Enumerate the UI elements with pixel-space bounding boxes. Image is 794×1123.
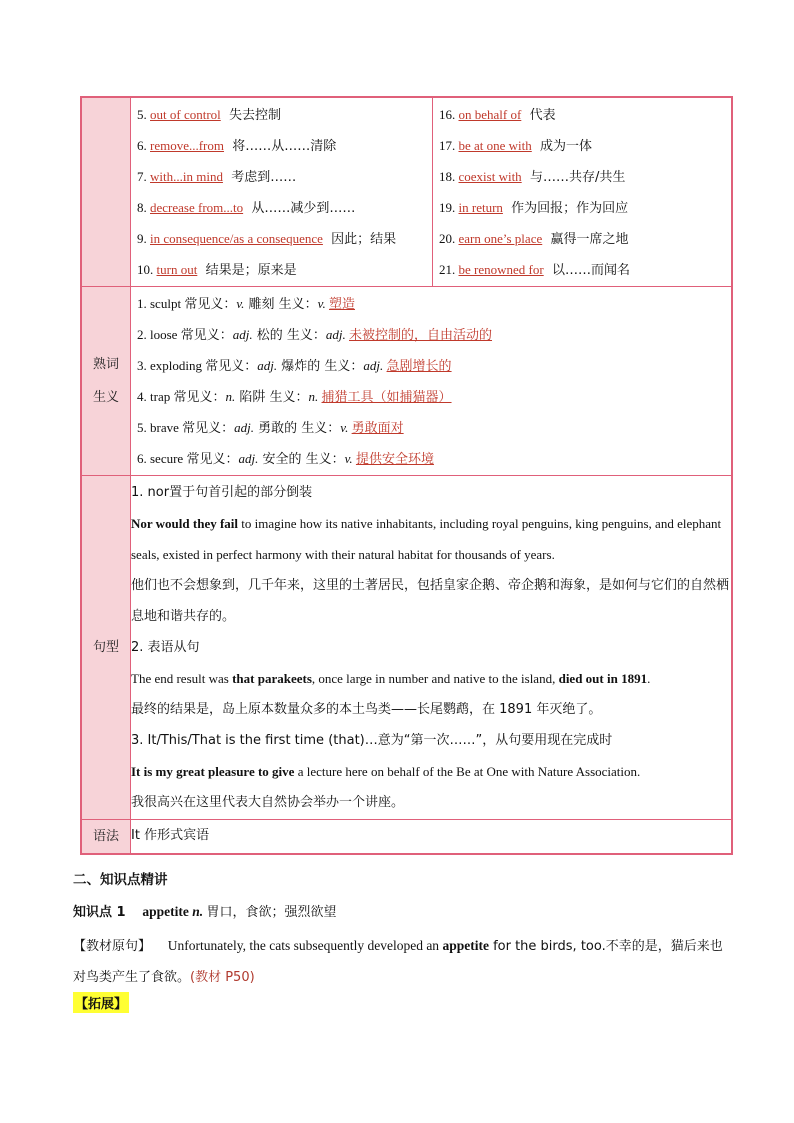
vocab-item xyxy=(131,443,731,474)
vocab-item xyxy=(131,288,731,319)
vocab-label-line1: 熟词 xyxy=(92,357,119,372)
orig-ref: (教材 P50) xyxy=(190,970,255,985)
vocab-text: adj. xyxy=(234,420,255,435)
vocab-text: v. xyxy=(236,296,245,311)
phrase-chinese: 考虑到…… xyxy=(222,170,297,185)
vocab-text: 6. secure xyxy=(137,451,187,466)
vocab-text: 生义： xyxy=(269,390,309,405)
phrase-number: 18. xyxy=(439,169,459,184)
phrase-item xyxy=(433,223,731,254)
phrases-left-col xyxy=(131,97,433,287)
phrase-item xyxy=(433,161,731,192)
section-heading: 二、知识点精讲 xyxy=(73,872,168,888)
vocab-text: 生义： xyxy=(278,297,318,312)
sentence-translation-1: 他们也不会想象到，几千年来，这里的土著居民，包括皇家企鹅、帝企鹅和海象，是如何与它们的自然栖息地和谐共存的。 xyxy=(131,578,730,624)
vocab-text: 常见义： xyxy=(186,452,239,467)
phrase-chinese: 作为回报；作为回应 xyxy=(502,201,629,216)
phrase-english: turn out xyxy=(156,262,198,277)
phrase-number: 20. xyxy=(439,231,459,246)
vocab-text: 1. sculpt xyxy=(137,296,185,311)
phrase-number: 6. xyxy=(137,138,150,153)
phrase-english: remove...from xyxy=(150,138,225,153)
grammar-label: 语法 xyxy=(81,820,131,855)
vocab-text: 常见义： xyxy=(184,297,237,312)
phrase-item xyxy=(131,130,432,161)
vocab-text: 生义： xyxy=(324,359,364,374)
vocab-text: 生义： xyxy=(286,328,326,343)
sentence-example-2-e: . xyxy=(647,671,651,686)
sentence-example-3 xyxy=(131,756,731,787)
sentence-example-3-rest: a lecture here on behalf of the Be at One with Nature Association. xyxy=(294,764,641,779)
sentence-row xyxy=(81,476,732,820)
sentence-title-3: 3. It/This/That is the first time (that)…意为“第一次……”，从句要用现在完成时 xyxy=(131,733,613,748)
orig-a: Unfortunately, the cats subsequently developed an xyxy=(167,938,443,953)
vocab-item xyxy=(131,319,731,350)
orig-b: for the birds, too.不幸的是，猫后来也对鸟类产生了食欲。 xyxy=(73,939,723,985)
sentence-translation-2: 最终的结果是，岛上原本数量众多的本土鸟类——长尾鹦鹉，在 1891 年灭绝了。 xyxy=(131,702,602,717)
phrase-chinese: 因此；结果 xyxy=(322,232,397,247)
phrase-number: 10. xyxy=(137,262,157,277)
phrase-english: be at one with xyxy=(458,138,532,153)
phrase-english: in consequence/as a consequence xyxy=(150,231,323,246)
vocab-text: 常见义： xyxy=(205,359,258,374)
vocab-text: 塑造 xyxy=(328,297,355,312)
phrase-chinese: 失去控制 xyxy=(220,108,282,123)
grammar-text: It 作形式宾语 xyxy=(131,820,733,855)
sentence-example-1 xyxy=(131,508,731,570)
phrase-item xyxy=(433,192,731,223)
phrase-number: 9. xyxy=(137,231,150,246)
sentence-content xyxy=(131,476,733,820)
vocab-text: adj. xyxy=(232,327,253,342)
vocab-text: 安全的 xyxy=(258,452,306,467)
vocab-text: 2. loose xyxy=(137,327,181,342)
vocab-label xyxy=(81,287,131,476)
sentence-label: 句型 xyxy=(81,476,131,820)
sentence-example-2-a: The end result was xyxy=(131,671,233,686)
phrase-chinese: 赢得一席之地 xyxy=(542,232,629,247)
phrase-item xyxy=(433,254,731,285)
sentence-example-1-rest: to imagine how its native inhabitants, including royal penguins, king penguins, and elephant seals, existed in perfect harmony with their natural habitat for thousands of years. xyxy=(131,516,722,562)
vocab-label-line2: 生义 xyxy=(92,390,119,405)
vocab-text: 捕猎工具（如捕猫器） xyxy=(321,390,452,405)
vocab-text: v. xyxy=(344,451,353,466)
sentence-example-2-b: that parakeets xyxy=(232,671,312,686)
phrase-english: earn one’s place xyxy=(458,231,543,246)
phrase-item xyxy=(131,192,432,223)
sentence-example-1-bold: Nor would they fail xyxy=(131,516,239,531)
vocab-text: v. xyxy=(317,296,326,311)
vocab-text: adj. xyxy=(325,327,346,342)
phrase-chinese: 从……减少到…… xyxy=(243,201,356,216)
phrases-label-cell xyxy=(81,97,131,287)
phrase-chinese: 结果是；原来是 xyxy=(197,263,297,278)
phrase-number: 16. xyxy=(439,107,459,122)
summary-table xyxy=(80,96,733,855)
vocab-row xyxy=(81,287,732,476)
vocab-text: 生义： xyxy=(305,452,345,467)
sentence-example-2 xyxy=(131,663,731,694)
vocab-text: 4. trap xyxy=(137,389,174,404)
vocab-text: 勇敢的 xyxy=(254,421,302,436)
vocab-text: 3. exploding xyxy=(137,358,206,373)
vocab-item xyxy=(131,412,731,443)
vocab-text: 爆炸的 xyxy=(277,359,325,374)
phrase-english: be renowned for xyxy=(458,262,544,277)
phrase-number: 19. xyxy=(439,200,459,215)
vocab-text: adj. xyxy=(238,451,259,466)
phrase-item xyxy=(433,99,731,130)
phrase-chinese: 成为一体 xyxy=(531,139,593,154)
vocab-text: 提供安全环境 xyxy=(355,452,434,467)
vocab-text: adj. xyxy=(363,358,384,373)
phrases-right-col xyxy=(433,97,733,287)
vocab-item xyxy=(131,350,731,381)
vocab-text: 5. brave xyxy=(137,420,183,435)
phrase-chinese: 以……而闻名 xyxy=(543,263,630,278)
vocab-text: n. xyxy=(308,389,319,404)
phrase-english: on behalf of xyxy=(458,107,522,122)
phrase-item xyxy=(131,99,432,130)
kp-pos: n. xyxy=(192,904,204,919)
vocab-item xyxy=(131,381,731,412)
vocab-text: 常见义： xyxy=(173,390,226,405)
vocab-text: 雕刻 xyxy=(244,297,279,312)
vocab-text: 急剧增长的 xyxy=(386,359,452,374)
phrase-number: 8. xyxy=(137,200,150,215)
vocab-text: adj. xyxy=(257,358,278,373)
vocab-text: n. xyxy=(225,389,236,404)
phrase-number: 5. xyxy=(137,107,150,122)
phrase-chinese: 与……共存/共生 xyxy=(521,170,626,185)
phrases-row xyxy=(81,97,732,287)
phrase-item xyxy=(131,254,432,285)
vocab-text: 陷阱 xyxy=(235,390,270,405)
phrase-english: decrease from...to xyxy=(150,200,244,215)
phrase-english: coexist with xyxy=(458,169,522,184)
phrase-item xyxy=(131,161,432,192)
kp-label: 知识点 1 xyxy=(73,905,126,920)
vocab-text: 勇敢面对 xyxy=(351,421,404,436)
kp-meaning: 胃口，食欲；强烈欲望 xyxy=(206,905,337,920)
phrase-english: in return xyxy=(458,200,503,215)
sentence-translation-3: 我很高兴在这里代表大自然协会举办一个讲座。 xyxy=(131,795,405,810)
extension-tag: 【拓展】 xyxy=(73,992,129,1013)
phrase-chinese: 将……从……清除 xyxy=(224,139,337,154)
vocab-text: 常见义： xyxy=(180,328,233,343)
knowledge-point xyxy=(73,901,336,920)
sentence-title-2: 2. 表语从句 xyxy=(131,640,200,655)
phrase-english: out of control xyxy=(150,107,221,122)
orig-bold: appetite xyxy=(442,938,489,953)
phrase-item xyxy=(131,223,432,254)
phrase-item xyxy=(433,130,731,161)
vocab-text: 生义： xyxy=(301,421,341,436)
vocab-text: 常见义： xyxy=(182,421,235,436)
textbook-sentence xyxy=(73,931,733,993)
phrase-number: 7. xyxy=(137,169,150,184)
vocab-text: 未被控制的，自由活动的 xyxy=(349,328,493,343)
kp-word: appetite xyxy=(142,904,189,919)
sentence-example-2-d: died out in 1891 xyxy=(558,671,648,686)
vocab-text: v. xyxy=(340,420,349,435)
grammar-row xyxy=(81,820,732,855)
vocab-list xyxy=(131,287,733,476)
phrase-number: 21. xyxy=(439,262,459,277)
orig-label: 【教材原句】 xyxy=(73,939,152,954)
phrase-english: with...in mind xyxy=(150,169,223,184)
phrase-chinese: 代表 xyxy=(521,108,556,123)
vocab-text: 松的 xyxy=(252,328,287,343)
sentence-example-3-bold: It is my great pleasure to give xyxy=(131,764,295,779)
sentence-example-2-c: , once large in number and native to the island, xyxy=(311,671,559,686)
sentence-title-1: 1. nor置于句首引起的部分倒装 xyxy=(131,485,313,500)
phrase-number: 17. xyxy=(439,138,459,153)
